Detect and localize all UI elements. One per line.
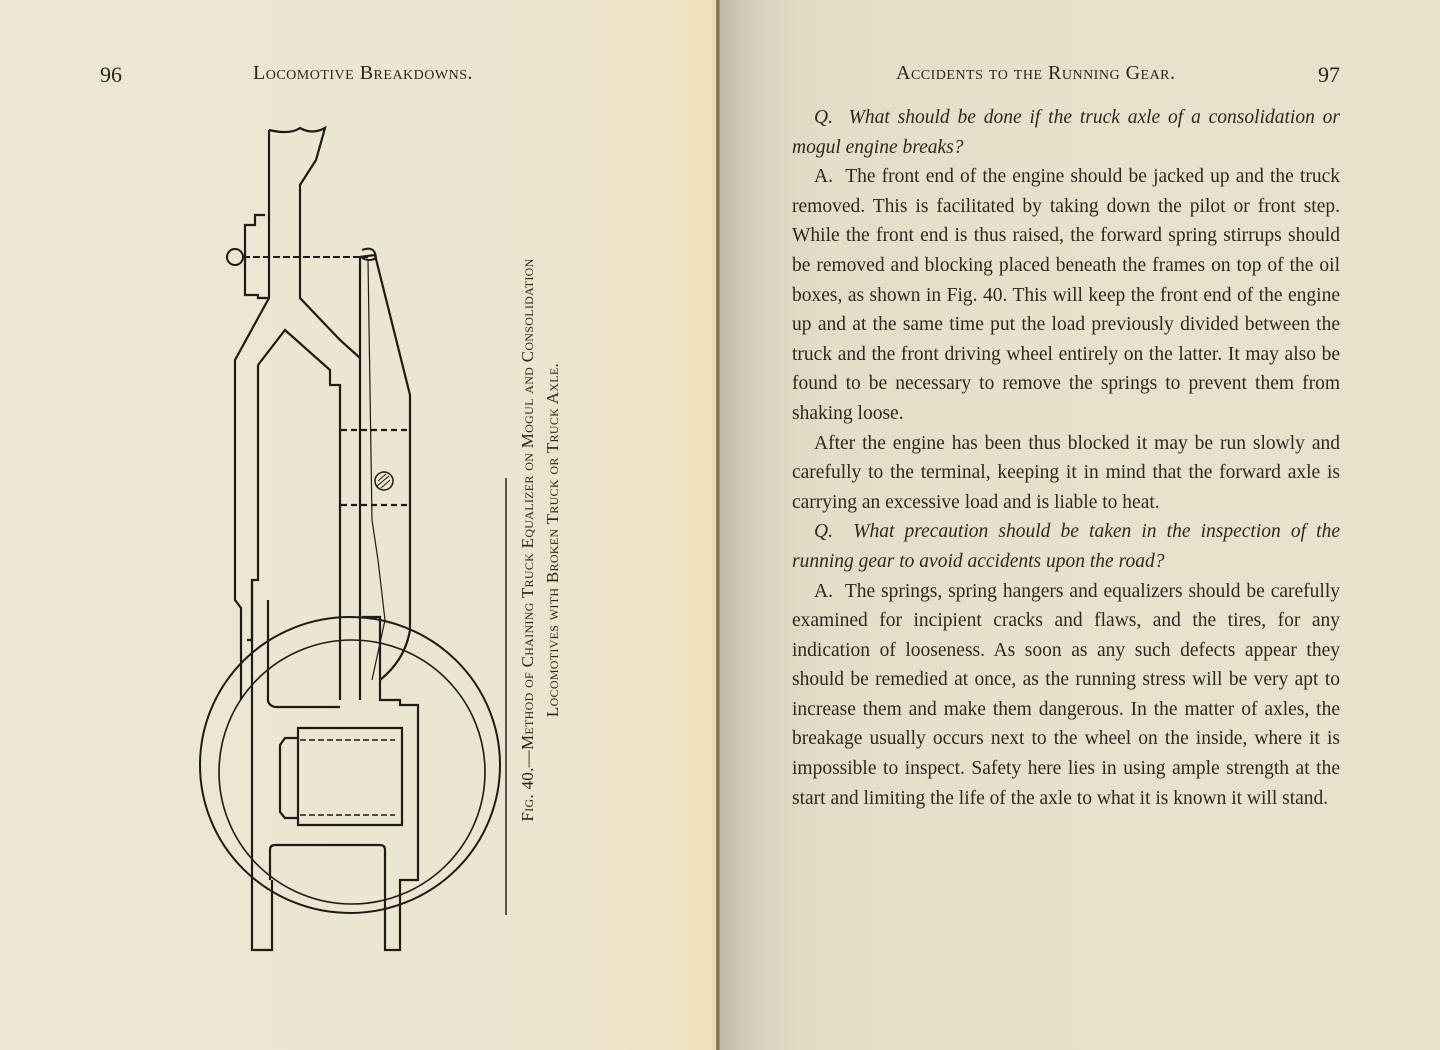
page-number-right: 97 — [1318, 62, 1340, 87]
figure-caption-line-2: Locomotives with Broken Truck or Truck Axle. — [543, 362, 562, 718]
question-text: What precaution should be taken in the inspection of the running gear to avoid accidents upon the road? — [792, 521, 1340, 572]
body-text — [792, 103, 1340, 813]
answer-text: The springs, spring hangers and equalizers should be carefully examined for incipient cracks and flaws, and the tires, for any indication of looseness. As soon as any such defects appear they should be remedied at once, as the running stress will be very apt to increase them and make them dangerous. In the matter of axles, the breakage usually occurs next to the wheel on the inside, where it is impossible to inspect. Safety here lies in using ample strength at the start and limiting the life of the axle to what it is known it will stand. — [792, 580, 1340, 809]
question-1 — [792, 103, 1340, 162]
figure-caption-line-1: Fig. 40.—Method of Chaining Truck Equalizer on Mogul and Consolidation — [518, 258, 537, 822]
figure-40-drawing — [190, 120, 520, 960]
body-paragraph — [792, 429, 1340, 518]
left-page — [0, 0, 718, 1050]
running-head-right: Accidents to the Running Gear. — [896, 62, 1176, 84]
answer-label: A. — [814, 166, 833, 188]
running-head-left: Locomotive Breakdowns. — [253, 62, 473, 84]
page-number-left: 96 — [100, 62, 122, 87]
question-2 — [792, 517, 1340, 576]
answer-2 — [792, 577, 1340, 814]
answer-label: A. — [814, 580, 833, 602]
answer-text: The front end of the engine should be jacked up and the truck removed. This is facilitated by taking down the pilot or front step. While the front end is thus raised, the forward spring stirrups should be removed and blocking placed beneath the frames on top of the oil boxes, as shown in Fig. 40. This will keep the front end of the engine up and at the same time put the load previously divided between the truck and the front driving wheel entirely on the latter. It may also be found to be necessary to remove the springs to prevent them from shaking loose. — [792, 166, 1341, 424]
figure-caption — [500, 150, 580, 930]
answer-1 — [792, 162, 1340, 428]
paragraph-text: After the engine has been thus blocked it may be run slowly and carefully to the terminal, keeping it in mind that the forward axle is carrying an excessive load and is liable to heat. — [792, 432, 1340, 513]
question-text: What should be done if the truck axle of a consolidation or mogul engine breaks? — [792, 107, 1340, 158]
question-label: Q. — [814, 521, 833, 543]
question-label: Q. — [814, 107, 833, 128]
